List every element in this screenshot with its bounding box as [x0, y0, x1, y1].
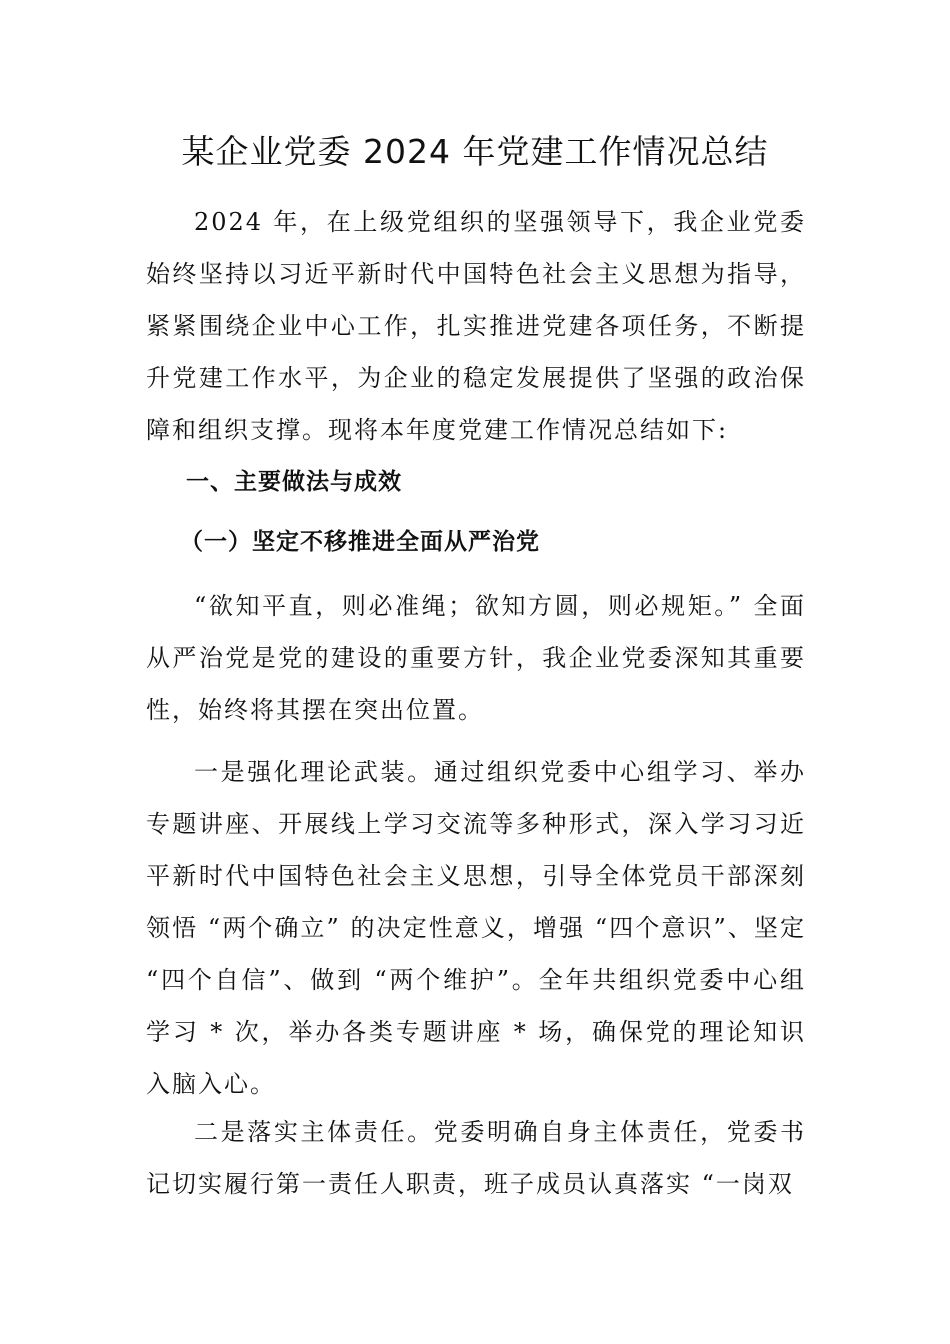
responsibility-paragraph: 二是落实主体责任。党委明确自身主体责任，党委书记切实履行第一责任人职责，班子成员认真落实 “一岗双	[146, 1118, 806, 1198]
document-title: 某企业党委 2024 年党建工作情况总结	[181, 132, 769, 171]
quote-paragraph: “欲知平直，则必准绳；欲知方圆，则必规矩。” 全面从严治党是党的建设的重要方针，我企业党委深知其重要性，始终将其摆在突出位置。	[146, 592, 806, 724]
subsection-heading-strict-governance: （一）坚定不移推进全面从严治党	[180, 529, 540, 555]
intro-paragraph: 2024 年，在上级党组织的坚强领导下，我企业党委始终坚持以习近平新时代中国特色社会主义思想为指导，紧紧围绕企业中心工作，扎实推进党建各项任务，不断提升党建工作水平，为企业的稳定发展提供了坚强的政治保障和组织支撑。现将本年度党建工作情况总结如下:	[146, 208, 806, 444]
section-heading-main-practices: 一、主要做法与成效	[186, 469, 402, 495]
theory-study-paragraph: 一是强化理论武装。通过组织党委中心组学习、举办专题讲座、开展线上学习交流等多种形式，深入学习习近平新时代中国特色社会主义思想，引导全体党员干部深刻领悟 “两个确立” 的决定性意义，增强 “四个意识”、坚定 “四个自信”、做到 “两个维护”。全年共组织党委中心组学习 * 次，举办各类专题讲座 * 场，确保党的理论知识入脑入心。	[146, 758, 806, 1098]
